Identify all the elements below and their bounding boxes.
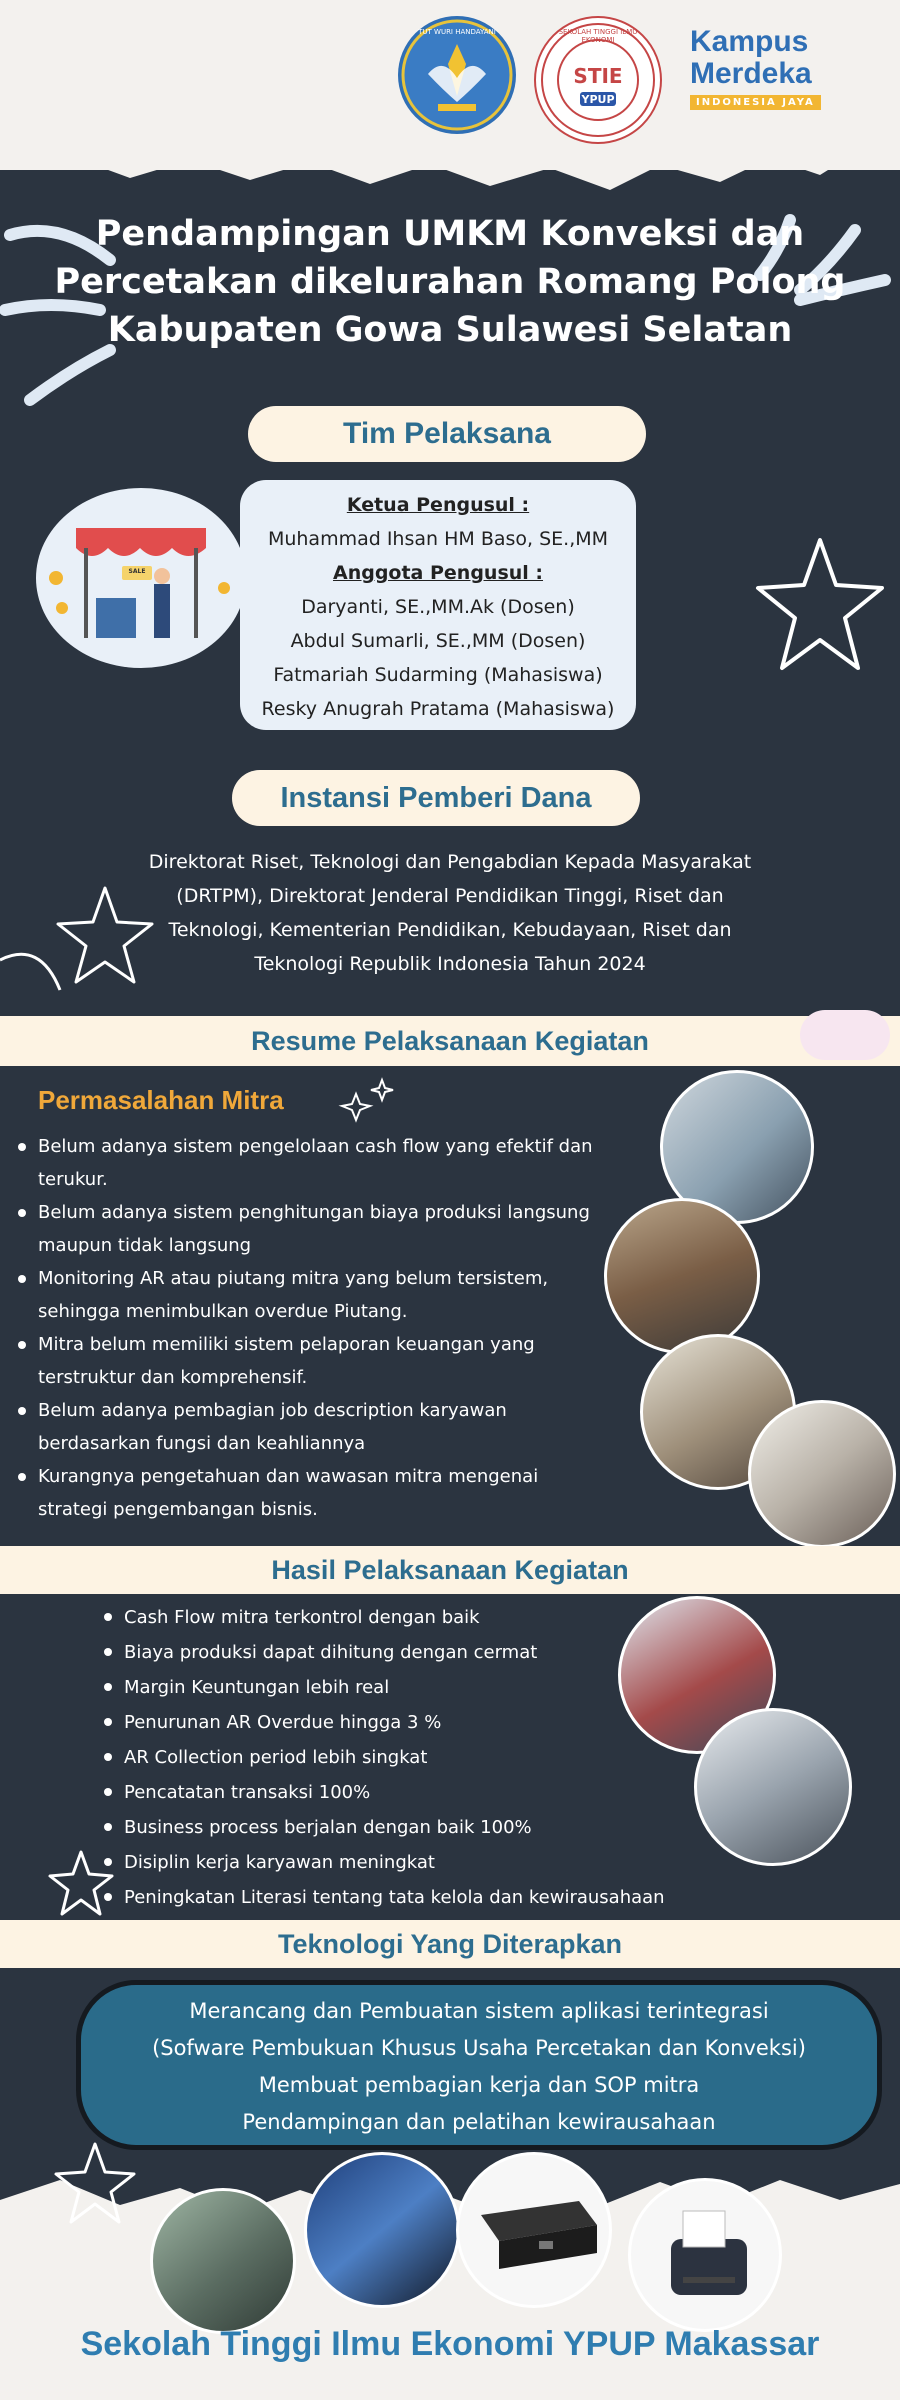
tut-wuri-logo — [398, 16, 516, 134]
stie-bottom-text: YPUP — [581, 93, 615, 106]
result-photo-session — [694, 1708, 852, 1866]
product-photo-cash-drawer — [456, 2152, 612, 2308]
technology-box — [76, 1980, 882, 2150]
result-item: Biaya produksi dapat dihitung dengan cermat — [100, 1635, 740, 1670]
activity-photo-workshop — [604, 1198, 760, 1354]
stie-center-text: STIE — [573, 64, 623, 88]
kampus-merdeka-logo — [690, 26, 870, 126]
product-photo-receipt-printer — [628, 2178, 782, 2332]
result-item: AR Collection period lebih singkat — [100, 1740, 740, 1775]
star-outline-decoration-3 — [46, 1848, 116, 1918]
problem-item: Belum adanya sistem pengelolaan cash flow yang efektif dan terukur. — [14, 1130, 634, 1196]
problem-item: Belum adanya sistem penghitungan biaya produksi langsung maupun tidak langsung — [14, 1196, 634, 1262]
problems-list — [14, 1130, 634, 1526]
kampus-word: Kampus — [690, 25, 809, 58]
stie-ring-text: SEKOLAH TINGGI ILMU EKONOMI — [558, 28, 638, 44]
activity-photo-handover — [748, 1400, 896, 1548]
results-band: Hasil Pelaksanaan Kegiatan — [0, 1546, 900, 1594]
leader-label: Ketua Pengusul : — [346, 494, 530, 516]
funder-line-3: Teknologi, Kementerian Pendidikan, Kebudayaan, Riset dan — [168, 919, 732, 941]
star-outline-decoration — [750, 530, 890, 680]
problem-item: Monitoring AR atau piutang mitra yang belum tersistem, sehingga menimbulkan overdue Piutang. — [14, 1262, 634, 1328]
members-label: Anggota Pengusul : — [332, 562, 544, 584]
funder-text — [90, 845, 810, 981]
result-item: Cash Flow mitra terkontrol dengan baik — [100, 1600, 740, 1635]
footer-title: Sekolah Tinggi Ilmu Ekonomi YPUP Makassar — [80, 2325, 820, 2363]
funder-heading: Instansi Pemberi Dana — [232, 770, 640, 826]
tut-wuri-caption: TUT WURI HANDAYANI — [418, 28, 496, 36]
problems-heading: Permasalahan Mitra — [38, 1085, 284, 1115]
title-line-3: Kabupaten Gowa Sulawesi Selatan — [107, 310, 793, 350]
leader-name: Muhammad Ihsan HM Baso, SE.,MM — [267, 528, 609, 550]
cloud-decoration — [800, 1010, 890, 1060]
team-heading: Tim Pelaksana — [248, 406, 646, 462]
technology-line-2: (Sofware Pembukuan Khusus Usaha Percetakan dan Konveksi) — [152, 2036, 806, 2060]
product-photo-pos-terminal — [304, 2152, 460, 2308]
problem-item: Mitra belum memiliki sistem pelaporan keuangan yang terstruktur dan komprehensif. — [14, 1328, 634, 1394]
result-item: Penurunan AR Overdue hingga 3 % — [100, 1705, 740, 1740]
title-line-1: Pendampingan UMKM Konveksi dan — [95, 214, 805, 254]
funder-line-4: Teknologi Republik Indonesia Tahun 2024 — [254, 953, 646, 975]
result-item: Business process berjalan dengan baik 100% — [100, 1810, 740, 1845]
resume-band: Resume Pelaksanaan Kegiatan — [0, 1016, 900, 1066]
problem-item: Belum adanya pembagian job description karyawan berdasarkan fungsi dan keahliannya — [14, 1394, 634, 1460]
technology-band: Teknologi Yang Diterapkan — [0, 1920, 900, 1968]
title-line-2: Percetakan dikelurahan Romang Polong — [54, 262, 846, 302]
sparkle-stars-decoration — [336, 1076, 400, 1126]
merdeka-word: Merdeka — [690, 57, 812, 90]
member-4: Resky Anugrah Pratama (Mahasiswa) — [261, 698, 615, 720]
page-title — [40, 210, 860, 354]
shop-illustration — [36, 488, 246, 668]
stie-ypup-logo — [534, 16, 662, 144]
result-item: Disiplin kerja karyawan meningkat — [100, 1845, 740, 1880]
member-1: Daryanti, SE.,MM.Ak (Dosen) — [301, 596, 575, 618]
curl-decoration — [0, 930, 80, 1010]
member-2: Abdul Sumarli, SE.,MM (Dosen) — [290, 630, 586, 652]
indonesia-jaya-strip: INDONESIA JAYA — [690, 95, 821, 110]
result-item: Peningkatan Literasi tentang tata kelola dan kewirausahaan — [100, 1880, 740, 1915]
technology-line-1: Merancang dan Pembuatan sistem aplikasi terintegrasi — [189, 1999, 769, 2023]
technology-line-4: Pendampingan dan pelatihan kewirausahaan — [242, 2110, 716, 2134]
result-item: Pencatatan transaksi 100% — [100, 1775, 740, 1810]
team-card — [240, 480, 636, 730]
technology-line-3: Membuat pembagian kerja dan SOP mitra — [258, 2073, 700, 2097]
result-item: Margin Keuntungan lebih real — [100, 1670, 740, 1705]
funder-line-2: (DRTPM), Direktorat Jenderal Pendidikan Tinggi, Riset dan — [176, 885, 724, 907]
sale-sign: SALE — [128, 568, 146, 575]
product-photo-screen — [150, 2188, 296, 2334]
member-3: Fatmariah Sudarming (Mahasiswa) — [273, 664, 603, 686]
star-outline-decoration-4 — [50, 2138, 140, 2228]
problem-item: Kurangnya pengetahuan dan wawasan mitra mengenai strategi pengembangan bisnis. — [14, 1460, 634, 1526]
funder-line-1: Direktorat Riset, Teknologi dan Pengabdian Kepada Masyarakat — [148, 851, 752, 873]
